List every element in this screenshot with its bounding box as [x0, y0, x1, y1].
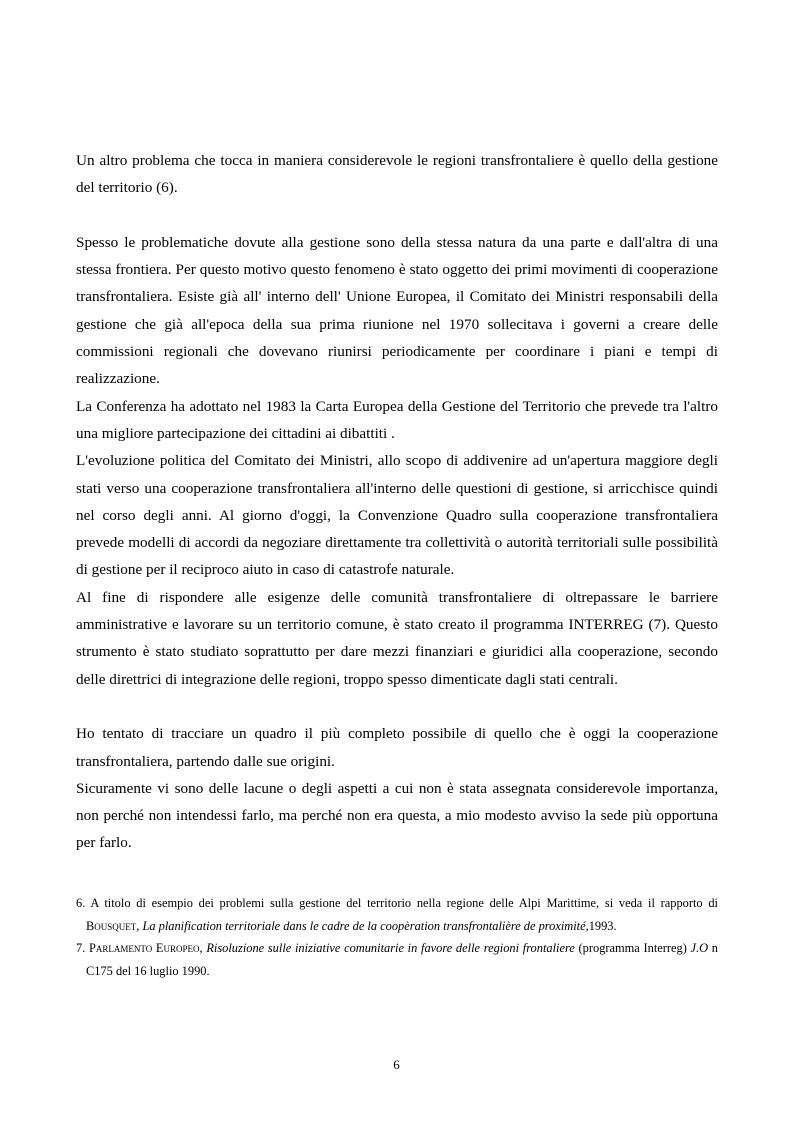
- footnote-7-lead: 7.: [76, 941, 89, 955]
- footnote-7: [76, 937, 718, 982]
- footnote-6-separator: ,: [136, 918, 143, 933]
- footnote-6: [76, 892, 718, 937]
- footnote-7-journal: J.O: [690, 941, 709, 955]
- footnote-7-author: Parlamento Europeo: [89, 941, 200, 955]
- footnote-7-separator: ,: [199, 941, 207, 955]
- footnotes: [76, 892, 718, 982]
- paragraph-limitations: Sicuramente vi sono delle lacune o degli aspetti a cui non è stata assegnata considerevole importanza, non perché non intendessi farlo, ma perché non era questa, a mio modesto avviso la sede più opportuna per farlo.: [76, 779, 718, 852]
- paragraph-european-charter: La Conferenza ha adottato nel 1983 la Carta Europea della Gestione del Territorio che prevede tra l'altro una migliore partecipazione dei cittadini ai dibattiti .: [76, 397, 718, 442]
- paragraph-territory-management: Un altro problema che tocca in maniera considerevole le regioni transfrontaliere è quello della gestione del territorio (6).: [76, 152, 718, 197]
- footnote-6-title: La planification territoriale dans le cadre de la coopèration transfrontalière de proximité,: [142, 918, 589, 933]
- paragraph-interreg: Al fine di rispondere alle esigenze delle comunità transfrontaliere di oltrepassare le barriere amministrative e lavorare su un territorio comune, è stato creato il programma INTERREG (7). Questo strumento è stato studiato soprattutto per dare mezzi finanziari e giuridici alla cooperazione, secondo delle direttrici di integrazione delle regioni, troppo spesso dimenticate dagli stati centrali.: [76, 588, 718, 688]
- paragraph-gap: [76, 693, 718, 720]
- body-text: [76, 147, 718, 857]
- paragraph-common-problems: Spesso le problematiche dovute alla gestione sono della stessa natura da una parte e dall'altra di una stessa frontiera. Per questo motivo questo fenomeno è stato oggetto dei primi movimenti di cooperazione transfrontaliera. Esiste già all' interno dell' Unione Europea, il Comitato dei Ministri responsabili della gestione che già all'epoca della sua prima riunione nel 1970 sollecitava i governi a creare delle commissioni regionali che dovevano riunirsi periodicamente per coordinare i piani e tempi di realizzazione.: [76, 233, 718, 388]
- paragraph-conclusion: Ho tentato di tracciare un quadro il più completo possibile di quello che è oggi la cooperazione transfrontaliera, partendo dalle sue origini.: [76, 725, 718, 770]
- footnote-7-title: Risoluzione sulle iniziative comunitarie in favore delle regioni frontaliere: [206, 941, 575, 955]
- footnote-6-year: 1993.: [588, 918, 617, 933]
- paragraph-political-evolution: L'evoluzione politica del Comitato dei Ministri, allo scopo di addivenire ad un'apertura maggiore degli stati verso una cooperazione transfrontaliera all'interno delle questioni di gestione, si arricchisce quindi nel corso degli anni. Al giorno d'oggi, la Convenzione Quadro sulla cooperazione transfrontaliera prevede modelli di accordi da negoziare direttamente tra collettività o autorità territoriali sulle possibilità di gestione per il reciproco aiuto in caso di catastrofe naturale.: [76, 452, 718, 579]
- paragraph-gap: [76, 202, 718, 229]
- footnote-6-author: Bousquet: [86, 918, 137, 933]
- footnote-6-lead: 6. A titolo di esempio dei problemi sulla gestione del territorio nella regione delle Alpi Marittime, si veda il rapporto di: [76, 896, 718, 910]
- footnote-7-program: (programma Interreg): [574, 941, 691, 955]
- footnote-7-reference: n C175 del 16 luglio 1990.: [86, 941, 718, 978]
- page-number: 6: [393, 1057, 400, 1072]
